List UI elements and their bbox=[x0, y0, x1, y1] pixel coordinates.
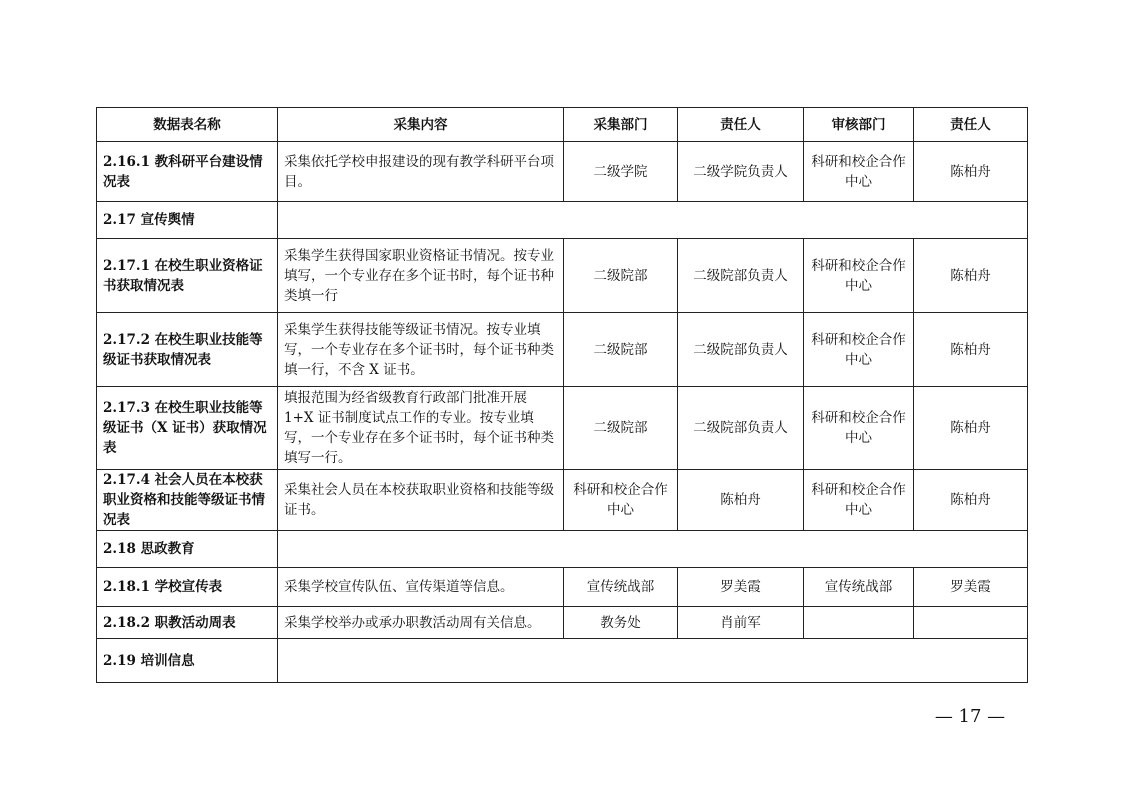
row-review-dept: 科研和校企合作中心 bbox=[804, 313, 914, 387]
row-name: 2.17.1 在校生职业资格证书获取情况表 bbox=[97, 239, 278, 313]
section-empty-cell bbox=[278, 202, 1028, 239]
section-title: 2.19 培训信息 bbox=[97, 639, 278, 683]
row-reviewer: 陈柏舟 bbox=[914, 387, 1028, 470]
row-content: 采集学生获得国家职业资格证书情况。按专业填写，一个专业存在多个证书时，每个证书种类填一行 bbox=[278, 239, 564, 313]
section-empty-cell bbox=[278, 531, 1028, 568]
header-owner: 责任人 bbox=[678, 108, 804, 142]
table-row bbox=[97, 470, 1028, 531]
table-row bbox=[97, 239, 1028, 313]
header-reviewer: 责任人 bbox=[914, 108, 1028, 142]
row-owner: 二级院部负责人 bbox=[678, 387, 804, 470]
row-reviewer: 罗美霞 bbox=[914, 568, 1028, 607]
data-collection-table bbox=[96, 107, 1028, 683]
row-reviewer: 陈柏舟 bbox=[914, 470, 1028, 531]
row-owner: 二级院部负责人 bbox=[678, 239, 804, 313]
row-name: 2.17.3 在校生职业技能等级证书（X 证书）获取情况表 bbox=[97, 387, 278, 470]
row-review-dept: 宣传统战部 bbox=[804, 568, 914, 607]
row-owner: 二级学院负责人 bbox=[678, 142, 804, 202]
row-review-dept bbox=[804, 607, 914, 639]
row-reviewer bbox=[914, 607, 1028, 639]
table-row bbox=[97, 568, 1028, 607]
table-row bbox=[97, 313, 1028, 387]
row-collect-dept: 二级院部 bbox=[564, 313, 678, 387]
row-name: 2.17.2 在校生职业技能等级证书获取情况表 bbox=[97, 313, 278, 387]
page-number: — 17 — bbox=[934, 706, 1006, 727]
row-collect-dept: 教务处 bbox=[564, 607, 678, 639]
table-row bbox=[97, 142, 1028, 202]
header-collect-dept: 采集部门 bbox=[564, 108, 678, 142]
section-title: 2.18 思政教育 bbox=[97, 531, 278, 568]
row-owner: 陈柏舟 bbox=[678, 470, 804, 531]
row-collect-dept: 科研和校企合作中心 bbox=[564, 470, 678, 531]
row-content: 采集学校举办或承办职教活动周有关信息。 bbox=[278, 607, 564, 639]
row-content: 采集社会人员在本校获取职业资格和技能等级证书。 bbox=[278, 470, 564, 531]
row-content: 采集学校宣传队伍、宣传渠道等信息。 bbox=[278, 568, 564, 607]
row-reviewer: 陈柏舟 bbox=[914, 313, 1028, 387]
row-name: 2.18.1 学校宣传表 bbox=[97, 568, 278, 607]
section-row bbox=[97, 639, 1028, 683]
section-empty-cell bbox=[278, 639, 1028, 683]
row-review-dept: 科研和校企合作中心 bbox=[804, 142, 914, 202]
header-row bbox=[97, 108, 1028, 142]
table-row bbox=[97, 607, 1028, 639]
row-review-dept: 科研和校企合作中心 bbox=[804, 470, 914, 531]
header-content: 采集内容 bbox=[278, 108, 564, 142]
row-owner: 二级院部负责人 bbox=[678, 313, 804, 387]
row-collect-dept: 二级院部 bbox=[564, 239, 678, 313]
row-collect-dept: 二级院部 bbox=[564, 387, 678, 470]
row-content: 采集学生获得技能等级证书情况。按专业填写，一个专业存在多个证书时，每个证书种类填一行，不含 X 证书。 bbox=[278, 313, 564, 387]
row-owner: 肖前军 bbox=[678, 607, 804, 639]
section-title: 2.17 宣传舆情 bbox=[97, 202, 278, 239]
row-collect-dept: 二级学院 bbox=[564, 142, 678, 202]
row-review-dept: 科研和校企合作中心 bbox=[804, 239, 914, 313]
row-owner: 罗美霞 bbox=[678, 568, 804, 607]
table-row bbox=[97, 387, 1028, 470]
row-reviewer: 陈柏舟 bbox=[914, 142, 1028, 202]
section-row bbox=[97, 202, 1028, 239]
row-name: 2.16.1 教科研平台建设情况表 bbox=[97, 142, 278, 202]
row-name: 2.17.4 社会人员在本校获职业资格和技能等级证书情况表 bbox=[97, 470, 278, 531]
row-content: 采集依托学校申报建设的现有教学科研平台项目。 bbox=[278, 142, 564, 202]
row-content: 填报范围为经省级教育行政部门批准开展 1+X 证书制度试点工作的专业。按专业填写，一个专业存在多个证书时，每个证书种类填写一行。 bbox=[278, 387, 564, 470]
row-collect-dept: 宣传统战部 bbox=[564, 568, 678, 607]
section-row bbox=[97, 531, 1028, 568]
header-review-dept: 审核部门 bbox=[804, 108, 914, 142]
row-name: 2.18.2 职教活动周表 bbox=[97, 607, 278, 639]
row-reviewer: 陈柏舟 bbox=[914, 239, 1028, 313]
row-review-dept: 科研和校企合作中心 bbox=[804, 387, 914, 470]
header-table-name: 数据表名称 bbox=[97, 108, 278, 142]
